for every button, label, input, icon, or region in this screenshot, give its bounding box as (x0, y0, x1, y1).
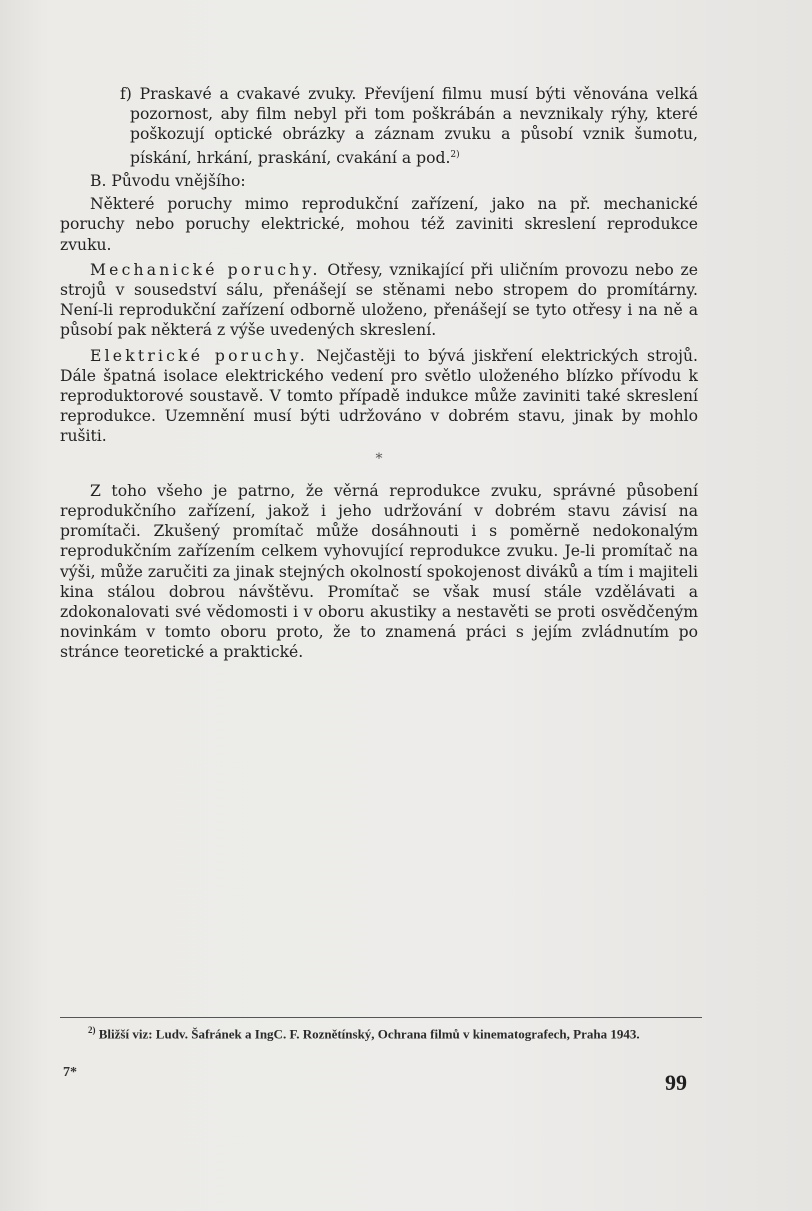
section-separator: * (375, 450, 383, 467)
printer-signature: 7* (63, 1065, 77, 1080)
section-b-intro: Některé poruchy mimo reprodukční zařízení, jako na př. mechanické poruchy nebo poruchy elektrické, mohou též zaviniti skreslení reprodukce zvuku. (60, 195, 698, 254)
mechanical-term: Mechanické poruchy. (90, 260, 321, 279)
paragraph-f-text: f) Praskavé a cvakavé zvuky. Převíjení filmu musí býti věnována velká pozornost, aby film nebyl při tom poškrábán a nevznikaly rýhy, které poškozují optické obrázky a záznam zvuku a působí vznik šumotu, pískání, hrkání, praskání, cvakání a pod. (120, 85, 698, 167)
electrical-text: Nejčastěji to bývá jiskření elektrických strojů. Dále špatná isolace elektrického vedení pro světlo uloženého blízko přívodu k reproduktorové soustavě. V tomto případě indukce může zaviniti také skreslení reprodukce. Uzemnění musí býti udržováno v dobrém stavu, jinak by mohlo rušiti. (60, 346, 699, 446)
paragraph-conclusion: Z toho všeho je patrno, že věrná reprodukce zvuku, správné působení reprodukčního zařízení, jakož i jeho udržování v dobrém stavu závisí na promítači. Zkušený promítač může dosáhnouti i s poměrně nedokonalým reprodukčním zařízením celkem vyhovující reprodukce zvuku. Je-li promítač na výši, může zaručiti za jinak stejných okolností spokojenost diváků a tím i majiteli kina stálou dobrou návštěvu. Promítač se však musí stále vzdělávati a zdokonalovati své vědomosti i v oboru akustiky a nestavěti se proti osvědčeným novinkám v tomto oboru proto, že to znamená práci s jejím zvládnutím po stránce teoretické a praktické. (60, 481, 698, 662)
paragraph-electrical (60, 346, 698, 447)
paragraph-f (60, 84, 698, 168)
section-b-heading: B. Původu vnějšího: (90, 172, 246, 190)
footnote-text: Bližší viz: Ludv. Šafránek a IngC. F. Roznětínský, Ochrana filmů v kinematografech, Praha 1943. (95, 1026, 640, 1042)
electrical-term: Elektrické poruchy. (90, 346, 308, 365)
footnote (60, 1022, 702, 1042)
mechanical-text: Otřesy, vznikající při uličním provozu nebo ze strojů v sousedství sálu, přenášejí se stěnami nebo stropem do promítárny. Není-li reprodukční zařízení odborně uloženo, přenášejí se tyto otřesy i na ně a působí pak některá z výše uvedených skreslení. (60, 260, 698, 340)
footnote-reference: 2) (450, 149, 460, 160)
footnote-divider (60, 1017, 702, 1018)
main-text (60, 84, 698, 663)
footnote-mark: 2) (88, 1025, 96, 1035)
paragraph-mechanical (60, 260, 698, 341)
page-number: 99 (665, 1070, 687, 1095)
